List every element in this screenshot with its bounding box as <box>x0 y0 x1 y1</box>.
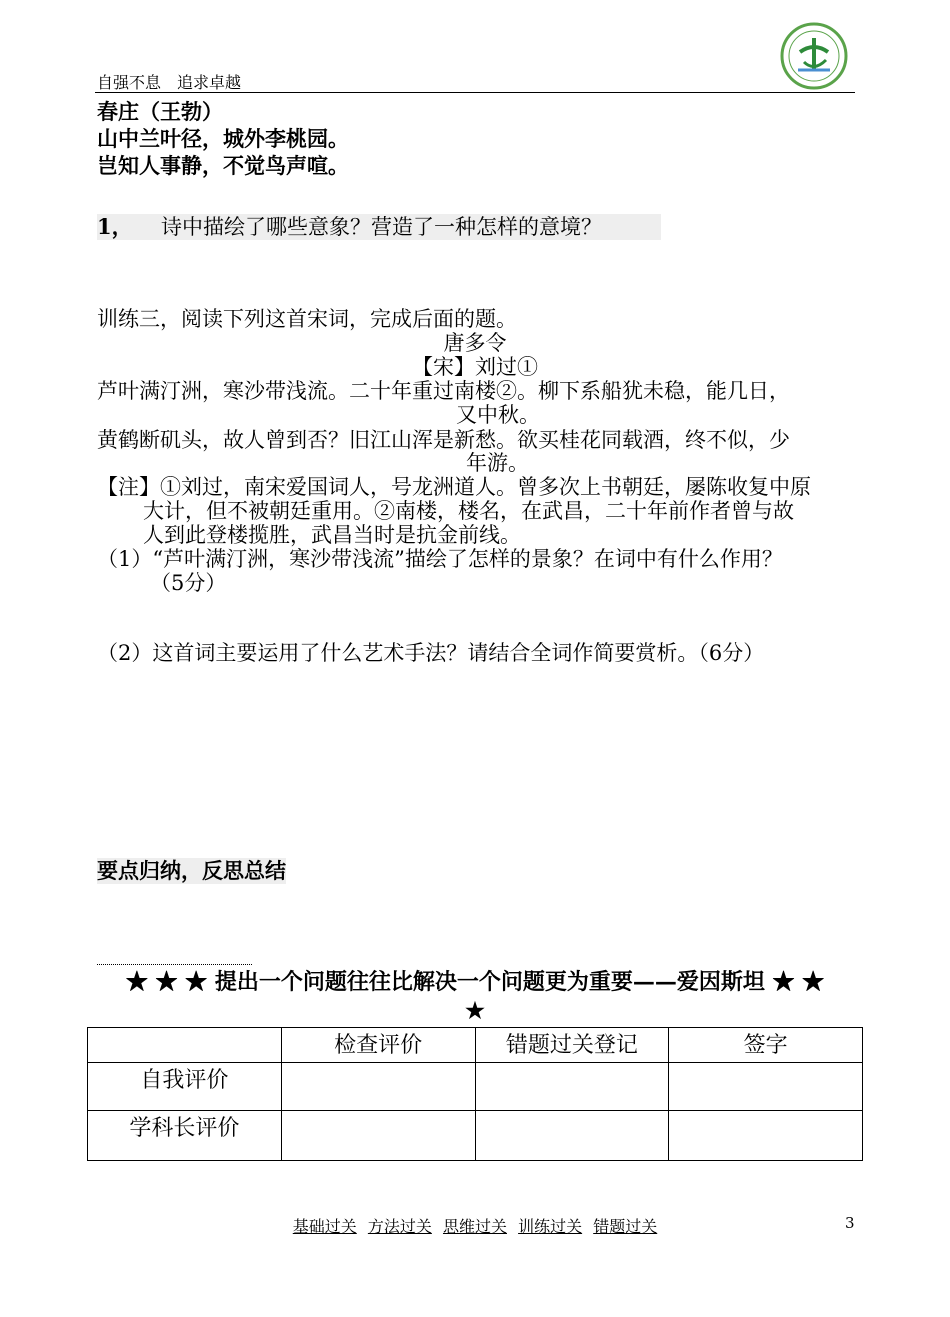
question-1-number: 1， <box>97 214 133 239</box>
ci-stanza-1-a: 芦叶满汀洲，寒沙带浅流。二十年重过南楼②。柳下系船犹未稳，能几日， <box>97 379 790 403</box>
footer-link: 方法过关 <box>367 1217 432 1236</box>
table-cell <box>669 1063 863 1110</box>
table-header-cell <box>88 1028 282 1063</box>
table-header-cell: 错题过关登记 <box>475 1028 669 1063</box>
ci-stanza-2-b: 年游。 <box>466 451 529 475</box>
table-cell <box>281 1110 475 1160</box>
footer-link: 错题过关 <box>593 1217 658 1236</box>
table-row-label: 学科长评价 <box>88 1110 282 1160</box>
ci-stanza-1-b: 又中秋。 <box>456 403 540 427</box>
footer-link: 训练过关 <box>518 1217 583 1236</box>
poem-line-1: 山中兰叶径，城外李桃园。 <box>97 126 349 151</box>
training-intro: 训练三，阅读下列这首宋词，完成后面的题。 <box>97 307 517 331</box>
quote-line-2: ★ <box>465 998 485 1024</box>
quote-line-1: ★ ★ ★ 提出一个问题往往比解决一个问题更为重要——爱因斯坦 ★ ★ <box>125 969 825 995</box>
table-row <box>88 1063 863 1110</box>
table-cell <box>281 1063 475 1110</box>
sub-question-1: （1）“芦叶满汀洲，寒沙带浅流”描绘了怎样的景象？在词中有什么作用？ <box>97 547 783 571</box>
question-1-text: 诗中描绘了哪些意象？营造了一种怎样的意境？ <box>161 215 602 239</box>
evaluation-table <box>87 1027 863 1161</box>
summary-heading: 要点归纳，反思总结 <box>97 858 286 883</box>
poem-line-2: 岂知人事静，不觉鸟声喧。 <box>97 153 349 178</box>
ci-author: 【宋】刘过① <box>412 355 538 379</box>
school-logo <box>780 22 848 90</box>
footer-link: 思维过关 <box>442 1217 507 1236</box>
footer-links <box>0 1214 950 1237</box>
sub-question-1-score: （5分） <box>150 571 227 595</box>
note-line-1: 【注】①刘过，南宋爱国词人，号龙洲道人。曾多次上书朝廷，屡陈收复中原 <box>97 475 811 499</box>
table-cell <box>475 1063 669 1110</box>
dotted-divider <box>97 964 252 965</box>
table-row <box>88 1110 863 1160</box>
note-line-2: 大计，但不被朝廷重用。②南楼，楼名，在武昌，二十年前作者曾与故 <box>143 499 794 523</box>
footer-link: 基础过关 <box>292 1217 357 1236</box>
poem-title: 春庄（王勃） <box>97 99 223 124</box>
table-header-cell: 检查评价 <box>281 1028 475 1063</box>
table-header-row <box>88 1028 863 1063</box>
table-cell <box>475 1110 669 1160</box>
header-motto: 自强不息 追求卓越 <box>97 73 242 92</box>
table-cell <box>669 1110 863 1160</box>
note-line-3: 人到此登楼揽胜，武昌当时是抗金前线。 <box>143 523 521 547</box>
table-row-label: 自我评价 <box>88 1063 282 1110</box>
header-rule <box>95 92 855 93</box>
ci-stanza-2-a: 黄鹤断矶头，故人曾到否？旧江山浑是新愁。欲买桂花同载酒，终不似，少 <box>97 428 790 452</box>
page-number: 3 <box>845 1214 855 1232</box>
table-header-cell: 签字 <box>669 1028 863 1063</box>
ci-title: 唐多令 <box>443 331 507 355</box>
sub-question-2: （2）这首词主要运用了什么艺术手法？请结合全词作简要赏析。（6分） <box>97 641 765 665</box>
question-1 <box>97 214 661 240</box>
